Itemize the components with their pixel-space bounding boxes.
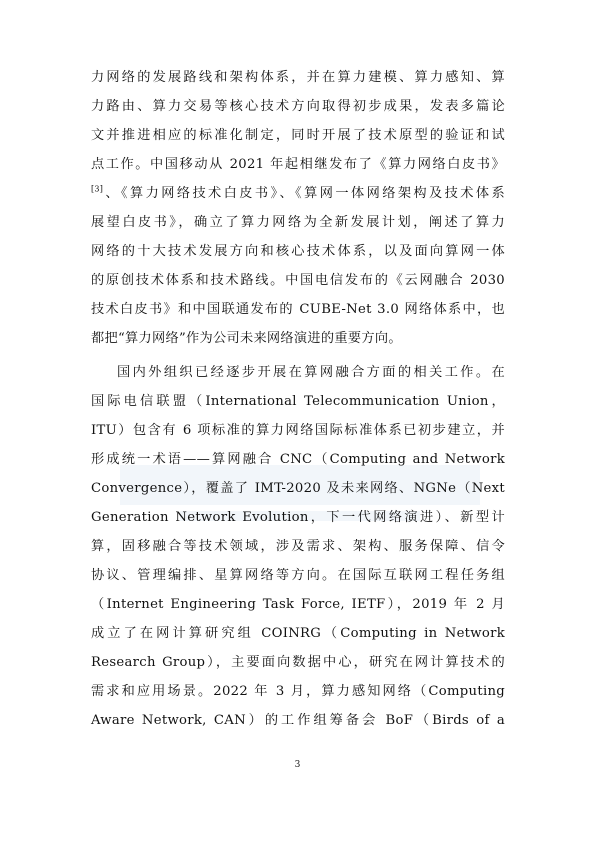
paragraph-1-line-5	[91, 184, 505, 204]
paragraph-1-line-3: 文并推进相应的标准化制定，同时开展了技术原型的验证和试	[91, 128, 505, 143]
paragraph-2-line-9: （Internet Engineering Task Force, IETF），2019 年 2 月	[91, 597, 505, 612]
paragraph-2-line-6: Generation Network Evolution，下一代网络演进）、新型计	[91, 510, 505, 525]
paragraph-2-line-5: Convergence），覆盖了 IMT-2020 及未来网络、NGNe（Next	[91, 481, 505, 496]
paragraph-2-line-12: 需求和应用场景。2022 年 3 月，算力感知网络（Computing	[91, 684, 505, 699]
paragraph-2-line-8: 协议、管理编排、星算网络等方向。在国际互联网工程任务组	[91, 568, 505, 583]
paragraph-2-line-13: Aware Network, CAN）的工作组筹备会 BoF（Birds of a	[91, 713, 505, 728]
paragraph-1-line-6: 展望白皮书》，确立了算力网络为全新发展计划，阐述了算力	[91, 215, 505, 230]
paragraph-1-line-1: 力网络的发展路线和架构体系，并在算力建模、算力感知、算	[91, 70, 505, 85]
paragraph-2-line-3: ITU）包含有 6 项标准的算力网络国际标准体系已初步建立，并	[91, 423, 505, 438]
paragraph-1-line-7: 网络的十大技术发展方向和核心技术体系，以及面向算网一体	[91, 244, 505, 259]
paragraph-2-line-7: 算，固移融合等技术领域，涉及需求、架构、服务保障、信令	[91, 539, 505, 554]
paragraph-1-line-10: 都把“算力网络”作为公司未来网络演进的重要方向。	[91, 331, 402, 346]
paragraph-2-line-1: 国内外组织已经逐步开展在算网融合方面的相关工作。在	[117, 365, 505, 380]
paragraph-2-line-10: 成立了在网计算研究组 COINRG（Computing in Network	[91, 626, 505, 641]
paragraph-2-line-4: 形成统一术语——算网融合 CNC（Computing and Network	[91, 452, 505, 467]
paragraph-1-line-9: 技术白皮书》和中国联通发布的 CUBE-Net 3.0 网络体系中，也	[91, 302, 505, 317]
paragraph-1-line-5-text: 、《算力网络技术白皮书》、《算网一体网络架构及技术体系	[103, 186, 505, 201]
page-number: 3	[294, 760, 301, 770]
paragraph-2-line-11: Research Group），主要面向数据中心，研究在网计算技术的	[91, 655, 505, 670]
paragraph-1-line-4: 点工作。中国移动从 2021 年起相继发布了《算力网络白皮书》	[91, 157, 505, 172]
paragraph-2-line-2: 国际电信联盟（International Telecommunication Union，	[91, 394, 505, 409]
paragraph-1-line-8: 的原创技术体系和技术路线。中国电信发布的《云网融合 2030	[91, 273, 505, 288]
citation-reference: [3]	[91, 184, 104, 194]
paragraph-1-line-2: 力路由、算力交易等核心技术方向取得初步成果，发表多篇论	[91, 99, 505, 114]
